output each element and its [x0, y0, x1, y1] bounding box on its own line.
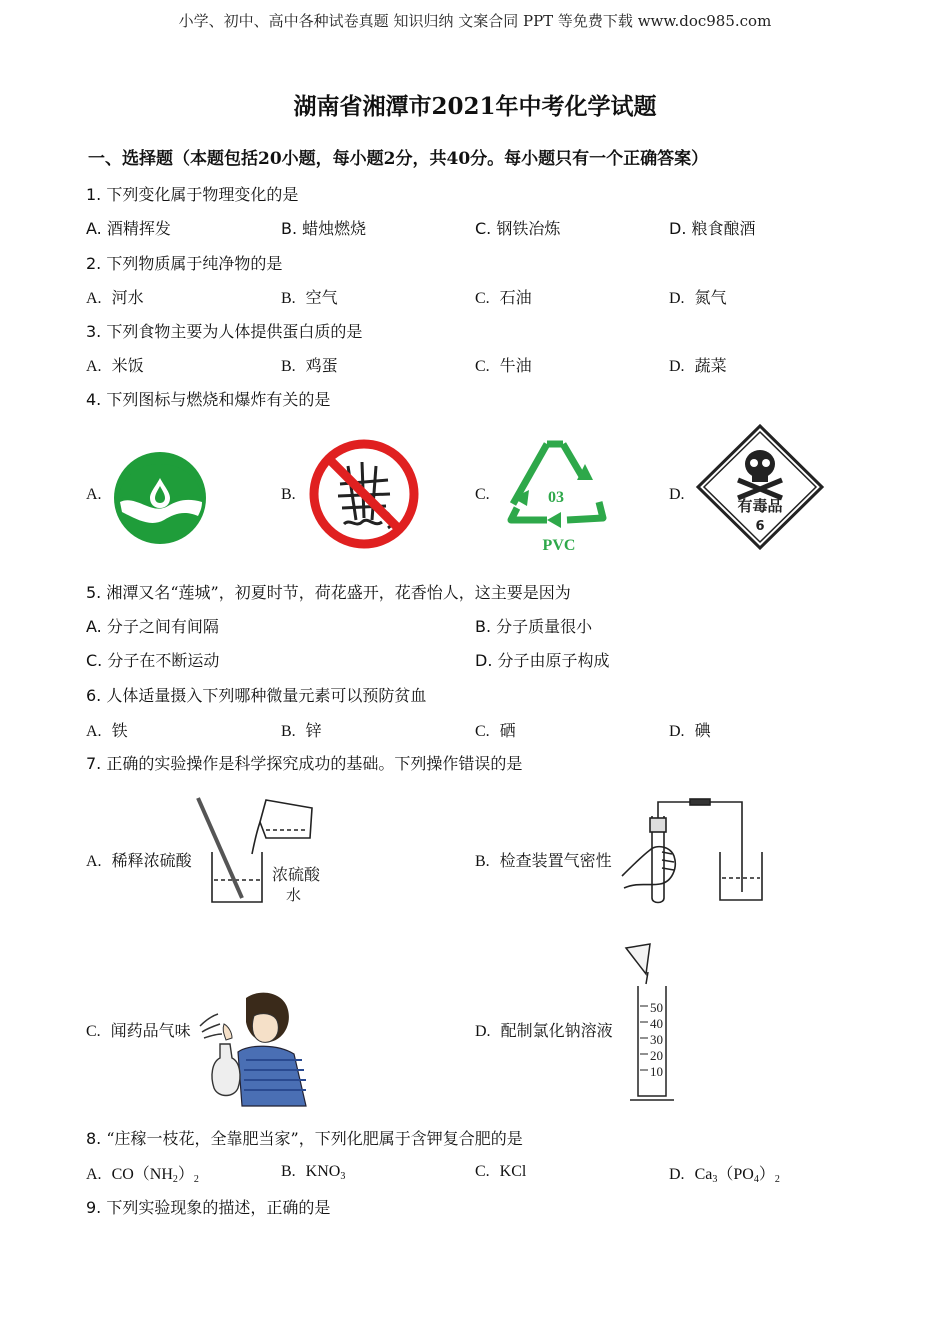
question-text: 下列实验现象的描述，正确的是 — [106, 1198, 331, 1217]
recycling-label: PVC — [542, 537, 576, 554]
cylinder-mark-20: 20 — [650, 1048, 663, 1063]
hazard-class: 6 — [755, 519, 765, 534]
option-b-label: B. — [281, 486, 296, 503]
formula-potassium-chloride: KCl — [499, 1163, 527, 1180]
option-d: D. 配制氯化钠溶液 — [475, 1021, 613, 1040]
question-number: 6. — [86, 686, 102, 705]
question-number: 3. — [86, 322, 102, 341]
option-d: D. 粮食酿酒 — [669, 219, 756, 238]
formula-potassium-nitrate: $KNO_3$ — [305, 1163, 346, 1182]
question-4 — [86, 387, 330, 410]
option-c: C. 闻药品气味 — [86, 1021, 191, 1040]
option-c: C. 牛油 — [475, 356, 532, 375]
option-a: A. 酒精挥发 — [86, 219, 171, 238]
option-b: B. 鸡蛋 — [281, 356, 338, 375]
question-7 — [86, 751, 522, 774]
option-c: C. 石油 — [475, 288, 532, 307]
question-5 — [86, 580, 571, 603]
option-c: C. KCl — [475, 1163, 527, 1180]
option-d: D. 碘 — [669, 721, 711, 740]
toxic-hazard-icon — [694, 424, 826, 550]
question-3 — [86, 319, 362, 342]
option-d: D. $Ca_3(PO_4)_2$ — [669, 1166, 780, 1185]
airtightness-figure — [620, 796, 770, 908]
cylinder-mark-40: 40 — [650, 1016, 663, 1031]
option-a: A. 稀释浓硫酸 — [86, 851, 192, 870]
question-1 — [86, 182, 298, 205]
option-b: B. $KNO_3$ — [281, 1163, 346, 1182]
formula-urea: $CO(NH_2)_2$ — [111, 1166, 199, 1185]
question-number: 4. — [86, 390, 102, 409]
graduated-cylinder-figure — [624, 942, 684, 1106]
question-text: 人体适量摄入下列哪种微量元素可以预防贫血 — [106, 686, 427, 705]
option-b: B. 分子质量很小 — [475, 617, 593, 636]
question-number: 7. — [86, 754, 102, 773]
question-text: 下列食物主要为人体提供蛋白质的是 — [106, 322, 363, 341]
option-a: A. 铁 — [86, 721, 128, 740]
cylinder-mark-50: 50 — [650, 1000, 663, 1015]
option-d-label: D. — [669, 486, 685, 503]
recycling-code: 03 — [548, 489, 564, 506]
option-c: C. 分子在不断运动 — [86, 651, 220, 670]
question-9 — [86, 1195, 330, 1218]
option-c: C. 钢铁冶炼 — [475, 219, 561, 238]
question-number: 2. — [86, 254, 102, 273]
water-saving-icon — [112, 450, 208, 546]
question-text: “庄稼一枝花，全靠肥当家”，下列化肥属于含钾复合肥的是 — [106, 1129, 523, 1148]
option-a-label: A. — [86, 486, 102, 503]
acid-label: 浓硫酸 — [272, 865, 321, 884]
question-text: 湘潭又名“莲城”，初夏时节，荷花盛开，花香怡人，这主要是因为 — [106, 583, 571, 602]
toxic-label: 有毒品 — [737, 497, 783, 515]
question-number: 5. — [86, 583, 102, 602]
question-text: 正确的实验操作是科学探究成功的基础。下列操作错误的是 — [106, 754, 523, 773]
formula-calcium-phosphate: $Ca_3(PO_4)_2$ — [694, 1166, 780, 1185]
question-2 — [86, 251, 282, 274]
water-label: 水 — [286, 886, 302, 904]
page-header: 小学、初中、高中各种试卷真题 知识归纳 文案合同 PPT 等免费下载 www.doc985.com — [178, 12, 772, 30]
cylinder-mark-10: 10 — [650, 1064, 663, 1079]
question-8 — [86, 1126, 523, 1149]
question-number: 9. — [86, 1198, 102, 1217]
question-6 — [86, 683, 426, 706]
question-number: 1. — [86, 185, 102, 204]
question-text: 下列图标与燃烧和爆炸有关的是 — [106, 390, 331, 409]
option-a: A. 米饭 — [86, 356, 144, 375]
recycling-pvc-icon — [503, 434, 613, 556]
section-heading: 一、选择题（本题包括20小题，每小题2分，共40分。每小题只有一个正确答案） — [88, 149, 709, 169]
option-d: D. 蔬菜 — [669, 356, 727, 375]
no-fireworks-icon — [308, 438, 420, 550]
dilute-acid-figure — [192, 794, 332, 908]
smell-chemical-figure — [198, 986, 310, 1108]
page-title: 湖南省湘潭市2021年中考化学试题 — [293, 93, 657, 120]
option-b: B. 检查装置气密性 — [475, 851, 612, 870]
cylinder-mark-30: 30 — [650, 1032, 663, 1047]
option-d: D. 分子由原子构成 — [475, 651, 610, 670]
option-a: A. 分子之间有间隔 — [86, 617, 219, 636]
question-text: 下列变化属于物理变化的是 — [106, 185, 299, 204]
question-text: 下列物质属于纯净物的是 — [106, 254, 283, 273]
option-a: A. $CO(NH_2)_2$ — [86, 1166, 199, 1185]
option-a: A. 河水 — [86, 288, 144, 307]
option-d: D. 氮气 — [669, 288, 727, 307]
option-c: C. 硒 — [475, 721, 516, 740]
option-b: B. 锌 — [281, 721, 322, 740]
option-c-label: C. — [475, 486, 490, 503]
question-number: 8. — [86, 1129, 102, 1148]
option-b: B. 蜡烛燃烧 — [281, 219, 367, 238]
option-b: B. 空气 — [281, 288, 338, 307]
